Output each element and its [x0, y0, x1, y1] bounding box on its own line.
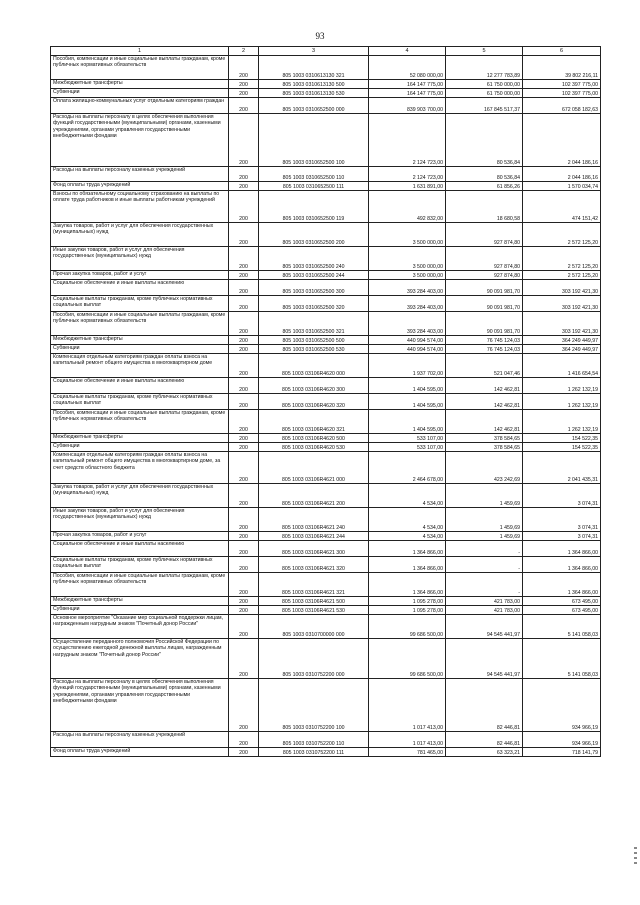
approved-amount-cell: 1 095 278,00 [369, 597, 446, 606]
expense-name-cell: Иные закупки товаров, работ и услуг для обеспечения государственных (муниципальных) нужд [51, 247, 229, 271]
executed-amount-cell: 423 242,69 [446, 452, 523, 484]
table-row [51, 336, 601, 345]
executed-amount-cell: 927 874,80 [446, 223, 523, 247]
approved-amount-cell: 99 686 500,00 [369, 615, 446, 639]
approved-amount-cell: 52 080 000,00 [369, 56, 446, 80]
budget-classification-code-cell: 805 1003 0310652500 244 [259, 271, 369, 280]
budget-classification-code-cell: 805 1003 0310652500 530 [259, 345, 369, 354]
admin-code-cell: 200 [229, 182, 259, 191]
page-number: 93 [315, 31, 325, 41]
expense-name-cell: Социальные выплаты гражданам, кроме публичных нормативных социальных выплат [51, 296, 229, 312]
budget-classification-code-cell: 805 1003 03106R4621 244 [259, 532, 369, 541]
budget-classification-code-cell: 805 1003 03106R4620 321 [259, 410, 369, 434]
expense-name-cell: Межбюджетные трансферты [51, 336, 229, 345]
table-row [51, 312, 601, 336]
executed-amount-cell: 142 462,81 [446, 410, 523, 434]
table-row [51, 378, 601, 394]
admin-code-cell: 200 [229, 597, 259, 606]
table-row [51, 573, 601, 597]
admin-code-cell: 200 [229, 56, 259, 80]
table-row [51, 191, 601, 223]
budget-classification-code-cell: 805 1003 0310752200 100 [259, 679, 369, 732]
expense-name-cell: Межбюджетные трансферты [51, 80, 229, 89]
executed-amount-cell: 142 462,81 [446, 378, 523, 394]
budget-classification-code-cell: 805 1003 03106R4621 321 [259, 573, 369, 597]
unexecuted-amount-cell: 934 966,19 [523, 679, 601, 732]
column-number: 4 [369, 47, 446, 56]
approved-amount-cell: 1 404 595,00 [369, 378, 446, 394]
unexecuted-amount-cell: 102 397 775,00 [523, 80, 601, 89]
unexecuted-amount-cell: 3 074,31 [523, 484, 601, 508]
unexecuted-amount-cell: 364 249 449,97 [523, 345, 601, 354]
approved-amount-cell: 2 124 723,00 [369, 167, 446, 182]
table-row [51, 597, 601, 606]
table-row [51, 639, 601, 679]
approved-amount-cell: 492 832,00 [369, 191, 446, 223]
budget-classification-code-cell: 805 1003 03106R4621 300 [259, 541, 369, 557]
admin-code-cell: 200 [229, 271, 259, 280]
admin-code-cell: 200 [229, 732, 259, 748]
table-row [51, 615, 601, 639]
table-row [51, 247, 601, 271]
unexecuted-amount-cell: 303 192 421,30 [523, 280, 601, 296]
expense-name-cell: Субвенции [51, 443, 229, 452]
budget-execution-table [50, 46, 601, 757]
expense-name-cell: Закупка товаров, работ и услуг для обеспечения государственных (муниципальных) нужд [51, 484, 229, 508]
admin-code-cell: 200 [229, 484, 259, 508]
table-row [51, 541, 601, 557]
expense-name-cell: Субвенции [51, 606, 229, 615]
unexecuted-amount-cell: 1 262 132,19 [523, 394, 601, 410]
admin-code-cell: 200 [229, 541, 259, 557]
expense-name-cell: Социальное обеспечение и иные выплаты населению [51, 541, 229, 557]
approved-amount-cell: 393 284 403,00 [369, 280, 446, 296]
approved-amount-cell: 839 903 700,00 [369, 98, 446, 114]
approved-amount-cell: 164 147 775,00 [369, 89, 446, 98]
column-number-row [51, 47, 601, 56]
expense-name-cell: Пособия, компенсации и иные социальные выплаты гражданам, кроме публичных нормативных обязательств [51, 312, 229, 336]
unexecuted-amount-cell: 102 397 775,00 [523, 89, 601, 98]
admin-code-cell: 200 [229, 532, 259, 541]
unexecuted-amount-cell: 2 572 125,20 [523, 247, 601, 271]
admin-code-cell: 200 [229, 748, 259, 757]
expense-name-cell: Компенсация отдельным категориям граждан оплаты взноса на капитальный ремонт общего имущества в многоквартирном доме, за счет средств областного бюджета [51, 452, 229, 484]
admin-code-cell: 200 [229, 114, 259, 167]
executed-amount-cell: 90 091 981,70 [446, 280, 523, 296]
executed-amount-cell: 421 783,00 [446, 597, 523, 606]
table-row [51, 223, 601, 247]
executed-amount-cell: 1 459,69 [446, 508, 523, 532]
expense-name-cell: Расходы на выплаты персоналу казенных учреждений [51, 167, 229, 182]
admin-code-cell: 200 [229, 557, 259, 573]
executed-amount-cell: 76 745 124,03 [446, 345, 523, 354]
executed-amount-cell: 378 584,65 [446, 434, 523, 443]
approved-amount-cell: 440 994 574,00 [369, 345, 446, 354]
executed-amount-cell: 94 545 441,97 [446, 615, 523, 639]
approved-amount-cell: 393 284 403,00 [369, 312, 446, 336]
budget-classification-code-cell: 805 1003 0310613130 321 [259, 56, 369, 80]
expense-name-cell: Расходы на выплаты персоналу в целях обеспечения выполнения функций государственными (муниципальными) органами, казенными учреждениями, органами управления государственными внебюджетными фондами [51, 114, 229, 167]
expense-name-cell: Пособия, компенсации и иные социальные выплаты гражданам, кроме публичных нормативных обязательств [51, 573, 229, 597]
executed-amount-cell: 927 874,80 [446, 271, 523, 280]
unexecuted-amount-cell: 303 192 421,30 [523, 312, 601, 336]
unexecuted-amount-cell: 2 044 186,16 [523, 167, 601, 182]
table-row [51, 354, 601, 378]
unexecuted-amount-cell: 5 141 058,03 [523, 615, 601, 639]
approved-amount-cell: 4 534,00 [369, 532, 446, 541]
budget-classification-code-cell: 805 1003 0310752200 111 [259, 748, 369, 757]
approved-amount-cell: 3 500 000,00 [369, 223, 446, 247]
expense-name-cell: Социальные выплаты гражданам, кроме публичных нормативных социальных выплат [51, 557, 229, 573]
executed-amount-cell: 142 462,81 [446, 394, 523, 410]
expense-name-cell: Компенсация отдельным категориям граждан оплаты взноса на капитальный ремонт общего имущества в многоквартирном доме [51, 354, 229, 378]
executed-amount-cell: 1 459,69 [446, 532, 523, 541]
budget-classification-code-cell: 805 1003 03106R4620 500 [259, 434, 369, 443]
approved-amount-cell: 533 107,00 [369, 443, 446, 452]
unexecuted-amount-cell: 303 192 421,30 [523, 296, 601, 312]
unexecuted-amount-cell: 1 364 866,00 [523, 573, 601, 597]
expense-name-cell: Пособия, компенсации и иные социальные выплаты гражданам, кроме публичных нормативных обязательств [51, 56, 229, 80]
table-row [51, 732, 601, 748]
budget-classification-code-cell: 805 1003 0310652500 000 [259, 98, 369, 114]
unexecuted-amount-cell: 673 495,00 [523, 606, 601, 615]
admin-code-cell: 200 [229, 573, 259, 597]
admin-code-cell: 200 [229, 345, 259, 354]
table-row [51, 89, 601, 98]
expense-name-cell: Расходы на выплаты персоналу в целях обеспечения выполнения функций государственными (муниципальными) органами, казенными учреждениями, органами управления государственными внебюджетными фондами [51, 679, 229, 732]
approved-amount-cell: 2 464 678,00 [369, 452, 446, 484]
table-row [51, 182, 601, 191]
executed-amount-cell: 18 680,58 [446, 191, 523, 223]
unexecuted-amount-cell: 2 572 125,20 [523, 271, 601, 280]
unexecuted-amount-cell: 1 262 132,19 [523, 410, 601, 434]
budget-classification-code-cell: 805 1003 03106R4620 530 [259, 443, 369, 452]
table-row [51, 296, 601, 312]
budget-classification-code-cell: 805 1003 0310700000 000 [259, 615, 369, 639]
admin-code-cell: 200 [229, 443, 259, 452]
unexecuted-amount-cell: 1 364 866,00 [523, 557, 601, 573]
scan-edge-marks [634, 847, 637, 875]
admin-code-cell: 200 [229, 296, 259, 312]
executed-amount-cell: 521 047,46 [446, 354, 523, 378]
expense-name-cell: Расходы на выплаты персоналу казенных учреждений [51, 732, 229, 748]
budget-classification-code-cell: 805 1003 03106R4621 320 [259, 557, 369, 573]
executed-amount-cell: 1 459,69 [446, 484, 523, 508]
budget-classification-code-cell: 805 1003 0310613130 530 [259, 89, 369, 98]
unexecuted-amount-cell: 39 802 216,11 [523, 56, 601, 80]
admin-code-cell: 200 [229, 434, 259, 443]
budget-classification-code-cell: 805 1003 0310652500 110 [259, 167, 369, 182]
admin-code-cell: 200 [229, 615, 259, 639]
column-number: 3 [259, 47, 369, 56]
admin-code-cell: 200 [229, 89, 259, 98]
table-row [51, 748, 601, 757]
budget-classification-code-cell: 805 1003 03106R4621 240 [259, 508, 369, 532]
executed-amount-cell: 61 856,26 [446, 182, 523, 191]
executed-amount-cell: 421 783,00 [446, 606, 523, 615]
executed-amount-cell: 378 584,65 [446, 443, 523, 452]
executed-amount-cell: 94 545 441,97 [446, 639, 523, 679]
expense-name-cell: Прочая закупка товаров, работ и услуг [51, 271, 229, 280]
unexecuted-amount-cell: 2 041 435,31 [523, 452, 601, 484]
expense-name-cell: Взносы по обязательному социальному страхованию на выплаты по оплате труда работников и иные выплаты работникам учреждений [51, 191, 229, 223]
unexecuted-amount-cell: 474 151,42 [523, 191, 601, 223]
expense-name-cell: Закупка товаров, работ и услуг для обеспечения государственных (муниципальных) нужд [51, 223, 229, 247]
admin-code-cell: 200 [229, 312, 259, 336]
admin-code-cell: 200 [229, 354, 259, 378]
executed-amount-cell: 80 536,84 [446, 167, 523, 182]
unexecuted-amount-cell: 154 522,35 [523, 434, 601, 443]
table-row [51, 452, 601, 484]
admin-code-cell: 200 [229, 452, 259, 484]
table-row [51, 167, 601, 182]
admin-code-cell: 200 [229, 80, 259, 89]
expense-name-cell: Субвенции [51, 345, 229, 354]
unexecuted-amount-cell: 1 262 132,19 [523, 378, 601, 394]
admin-code-cell: 200 [229, 606, 259, 615]
approved-amount-cell: 4 534,00 [369, 484, 446, 508]
budget-classification-code-cell: 805 1003 0310652500 119 [259, 191, 369, 223]
executed-amount-cell: 80 536,84 [446, 114, 523, 167]
approved-amount-cell: 393 284 403,00 [369, 296, 446, 312]
budget-classification-code-cell: 805 1003 0310752200 110 [259, 732, 369, 748]
budget-classification-code-cell: 805 1003 03106R4621 500 [259, 597, 369, 606]
unexecuted-amount-cell: 718 141,79 [523, 748, 601, 757]
table-row [51, 80, 601, 89]
expense-name-cell: Фонд оплаты труда учреждений [51, 748, 229, 757]
table-row [51, 679, 601, 732]
unexecuted-amount-cell: 3 074,31 [523, 532, 601, 541]
admin-code-cell: 200 [229, 167, 259, 182]
budget-classification-code-cell: 805 1003 0310652500 100 [259, 114, 369, 167]
table-row [51, 98, 601, 114]
expense-name-cell: Фонд оплаты труда учреждений [51, 182, 229, 191]
executed-amount-cell: 63 323,21 [446, 748, 523, 757]
budget-classification-code-cell: 805 1003 0310652500 300 [259, 280, 369, 296]
budget-classification-code-cell: 805 1003 0310652500 200 [259, 223, 369, 247]
approved-amount-cell: 1 017 413,00 [369, 732, 446, 748]
expense-name-cell: Осуществление переданного полномочия Российской Федерации по осуществлению ежегодной денежной выплаты лицам, награжденным нагрудным знаком "Почетный донор России" [51, 639, 229, 679]
executed-amount-cell: 61 750 000,00 [446, 89, 523, 98]
executed-amount-cell: - [446, 573, 523, 597]
approved-amount-cell: 1 364 866,00 [369, 557, 446, 573]
expense-name-cell: Субвенции [51, 89, 229, 98]
unexecuted-amount-cell: 673 495,00 [523, 597, 601, 606]
budget-classification-code-cell: 805 1003 0310613130 500 [259, 80, 369, 89]
admin-code-cell: 200 [229, 247, 259, 271]
budget-classification-code-cell: 805 1003 03106R4620 000 [259, 354, 369, 378]
expense-name-cell: Пособия, компенсации и иные социальные выплаты гражданам, кроме публичных нормативных обязательств [51, 410, 229, 434]
unexecuted-amount-cell: 154 522,35 [523, 443, 601, 452]
expense-name-cell: Социальное обеспечение и иные выплаты населению [51, 378, 229, 394]
table-row [51, 484, 601, 508]
admin-code-cell: 200 [229, 639, 259, 679]
unexecuted-amount-cell: 364 249 449,97 [523, 336, 601, 345]
budget-classification-code-cell: 805 1003 03106R4620 320 [259, 394, 369, 410]
unexecuted-amount-cell: 5 141 058,03 [523, 639, 601, 679]
approved-amount-cell: 1 017 413,00 [369, 679, 446, 732]
unexecuted-amount-cell: 2 572 125,20 [523, 223, 601, 247]
approved-amount-cell: 3 500 000,00 [369, 271, 446, 280]
expense-name-cell: Иные закупки товаров, работ и услуг для обеспечения государственных (муниципальных) нужд [51, 508, 229, 532]
table-row [51, 434, 601, 443]
admin-code-cell: 200 [229, 378, 259, 394]
budget-classification-code-cell: 805 1003 03106R4620 300 [259, 378, 369, 394]
approved-amount-cell: 1 095 278,00 [369, 606, 446, 615]
admin-code-cell: 200 [229, 191, 259, 223]
budget-classification-code-cell: 805 1003 0310652500 240 [259, 247, 369, 271]
table-row [51, 606, 601, 615]
expense-name-cell: Прочая закупка товаров, работ и услуг [51, 532, 229, 541]
executed-amount-cell: 12 277 783,89 [446, 56, 523, 80]
admin-code-cell: 200 [229, 679, 259, 732]
unexecuted-amount-cell: 1 416 654,54 [523, 354, 601, 378]
budget-classification-code-cell: 805 1003 0310652500 111 [259, 182, 369, 191]
column-number: 6 [523, 47, 601, 56]
budget-classification-code-cell: 805 1003 03106R4621 000 [259, 452, 369, 484]
approved-amount-cell: 1 937 702,00 [369, 354, 446, 378]
executed-amount-cell: - [446, 541, 523, 557]
table-row [51, 410, 601, 434]
unexecuted-amount-cell: 1 570 034,74 [523, 182, 601, 191]
admin-code-cell: 200 [229, 508, 259, 532]
unexecuted-amount-cell: 672 058 182,63 [523, 98, 601, 114]
executed-amount-cell: 61 750 000,00 [446, 80, 523, 89]
approved-amount-cell: 1 631 891,00 [369, 182, 446, 191]
executed-amount-cell: 76 745 124,03 [446, 336, 523, 345]
approved-amount-cell: 440 994 574,00 [369, 336, 446, 345]
budget-classification-code-cell: 805 1003 03106R4621 530 [259, 606, 369, 615]
table-row [51, 271, 601, 280]
unexecuted-amount-cell: 934 966,19 [523, 732, 601, 748]
table-row [51, 280, 601, 296]
approved-amount-cell: 4 534,00 [369, 508, 446, 532]
executed-amount-cell: 90 091 981,70 [446, 312, 523, 336]
approved-amount-cell: 1 364 866,00 [369, 541, 446, 557]
expense-name-cell: Межбюджетные трансферты [51, 597, 229, 606]
approved-amount-cell: 164 147 775,00 [369, 80, 446, 89]
executed-amount-cell: 90 091 981,70 [446, 296, 523, 312]
table-row [51, 508, 601, 532]
expense-name-cell: Социальное обеспечение и иные выплаты населению [51, 280, 229, 296]
admin-code-cell: 200 [229, 223, 259, 247]
approved-amount-cell: 533 107,00 [369, 434, 446, 443]
budget-classification-code-cell: 805 1003 03106R4621 200 [259, 484, 369, 508]
column-number: 1 [51, 47, 229, 56]
approved-amount-cell: 99 686 500,00 [369, 639, 446, 679]
admin-code-cell: 200 [229, 98, 259, 114]
executed-amount-cell: - [446, 557, 523, 573]
table-row [51, 394, 601, 410]
executed-amount-cell: 82 446,81 [446, 732, 523, 748]
approved-amount-cell: 1 404 595,00 [369, 410, 446, 434]
table-body [51, 56, 601, 757]
table-row [51, 56, 601, 80]
executed-amount-cell: 927 874,80 [446, 247, 523, 271]
expense-name-cell: Межбюджетные трансферты [51, 434, 229, 443]
admin-code-cell: 200 [229, 280, 259, 296]
unexecuted-amount-cell: 3 074,31 [523, 508, 601, 532]
table-row [51, 532, 601, 541]
admin-code-cell: 200 [229, 410, 259, 434]
executed-amount-cell: 167 845 517,37 [446, 98, 523, 114]
expense-name-cell: Оплата жилищно-коммунальных услуг отдельным категориям граждан [51, 98, 229, 114]
approved-amount-cell: 781 465,00 [369, 748, 446, 757]
executed-amount-cell: 82 446,81 [446, 679, 523, 732]
expense-name-cell: Основное мероприятие "Оказание мер социальной поддержки лицам, награжденным нагрудным знаком "Почетный донор России" [51, 615, 229, 639]
approved-amount-cell: 2 124 723,00 [369, 114, 446, 167]
table-row [51, 345, 601, 354]
unexecuted-amount-cell: 1 364 866,00 [523, 541, 601, 557]
approved-amount-cell: 1 404 595,00 [369, 394, 446, 410]
approved-amount-cell: 3 500 000,00 [369, 247, 446, 271]
unexecuted-amount-cell: 2 044 186,16 [523, 114, 601, 167]
table-row [51, 557, 601, 573]
budget-classification-code-cell: 805 1003 0310652500 320 [259, 296, 369, 312]
budget-classification-code-cell: 805 1003 0310652500 321 [259, 312, 369, 336]
table-row [51, 443, 601, 452]
expense-name-cell: Социальные выплаты гражданам, кроме публичных нормативных социальных выплат [51, 394, 229, 410]
column-number: 2 [229, 47, 259, 56]
budget-classification-code-cell: 805 1003 0310652500 500 [259, 336, 369, 345]
table-row [51, 114, 601, 167]
column-number: 5 [446, 47, 523, 56]
approved-amount-cell: 1 364 866,00 [369, 573, 446, 597]
budget-classification-code-cell: 805 1003 0310752200 000 [259, 639, 369, 679]
admin-code-cell: 200 [229, 336, 259, 345]
admin-code-cell: 200 [229, 394, 259, 410]
